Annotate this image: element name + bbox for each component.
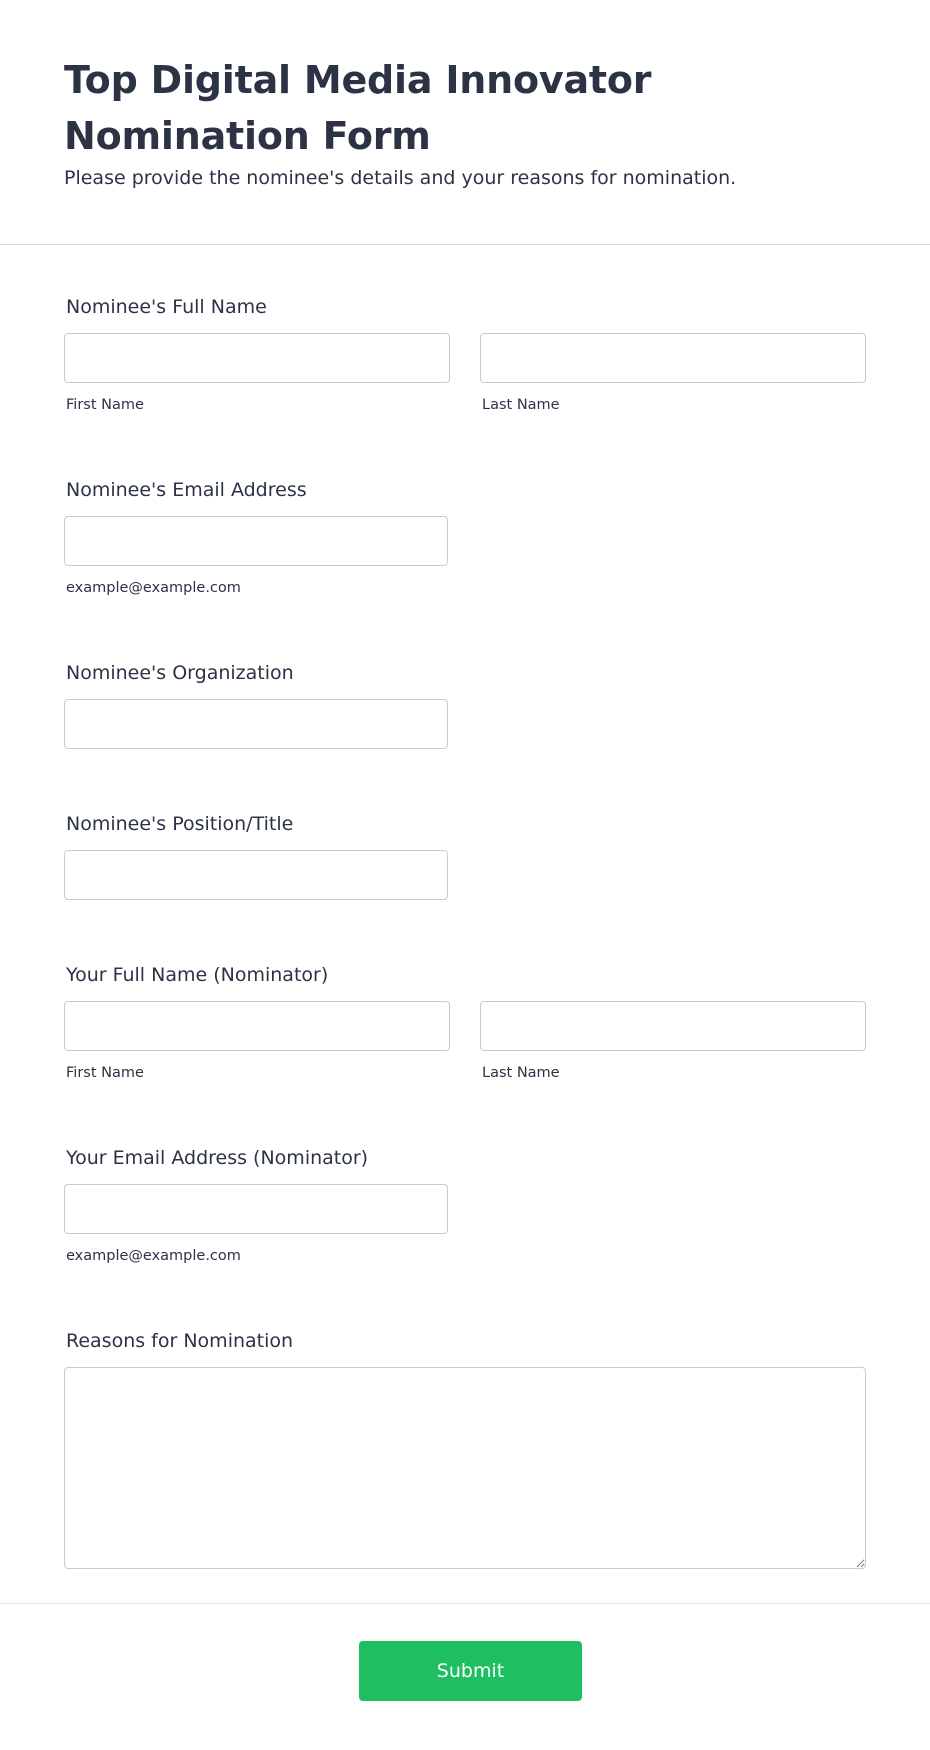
nominee-organization-field <box>64 660 866 749</box>
nominee-position-label: Nominee's Position/Title <box>66 813 294 835</box>
nominee-first-name-sublabel: First Name <box>66 397 144 413</box>
nominee-position-input[interactable] <box>64 850 448 900</box>
nominator-name-field <box>64 962 866 1083</box>
nominator-last-name-col <box>480 1001 866 1083</box>
nominee-email-field <box>64 477 866 598</box>
nominee-position-field <box>64 811 866 900</box>
form-footer <box>0 1603 930 1750</box>
form-header <box>0 0 930 245</box>
nominator-first-name-input[interactable] <box>64 1001 450 1051</box>
nominator-email-label: Your Email Address (Nominator) <box>66 1147 369 1169</box>
reasons-label: Reasons for Nomination <box>66 1330 294 1352</box>
nominee-organization-label: Nominee's Organization <box>66 662 294 684</box>
nominee-first-name-col <box>64 333 450 415</box>
nominator-last-name-input[interactable] <box>480 1001 866 1051</box>
nominator-last-name-sublabel: Last Name <box>482 1065 560 1081</box>
nominee-last-name-col <box>480 333 866 415</box>
nominee-name-row <box>64 333 866 415</box>
form-subtitle: Please provide the nominee's details and your reasons for nomination. <box>64 167 737 189</box>
nominator-email-input[interactable] <box>64 1184 448 1234</box>
nominator-name-label: Your Full Name (Nominator) <box>66 964 329 986</box>
nominator-first-name-col <box>64 1001 450 1083</box>
nominee-name-field <box>64 294 866 415</box>
nominee-last-name-sublabel: Last Name <box>482 397 560 413</box>
nominee-email-input[interactable] <box>64 516 448 566</box>
nominator-email-sublabel: example@example.com <box>66 1248 241 1264</box>
nominator-name-row <box>64 1001 866 1083</box>
nominee-email-sublabel: example@example.com <box>66 580 241 596</box>
nominator-first-name-sublabel: First Name <box>66 1065 144 1081</box>
submit-button[interactable]: Submit <box>359 1641 582 1701</box>
reasons-field <box>64 1328 866 1569</box>
nominator-email-field <box>64 1145 866 1266</box>
form-title: Top Digital Media Innovator Nomination Form <box>64 58 652 158</box>
nominee-last-name-input[interactable] <box>480 333 866 383</box>
nominee-first-name-input[interactable] <box>64 333 450 383</box>
nominee-email-label: Nominee's Email Address <box>66 479 307 501</box>
reasons-textarea[interactable] <box>64 1367 866 1569</box>
nominee-name-label: Nominee's Full Name <box>66 296 267 318</box>
nominee-organization-input[interactable] <box>64 699 448 749</box>
